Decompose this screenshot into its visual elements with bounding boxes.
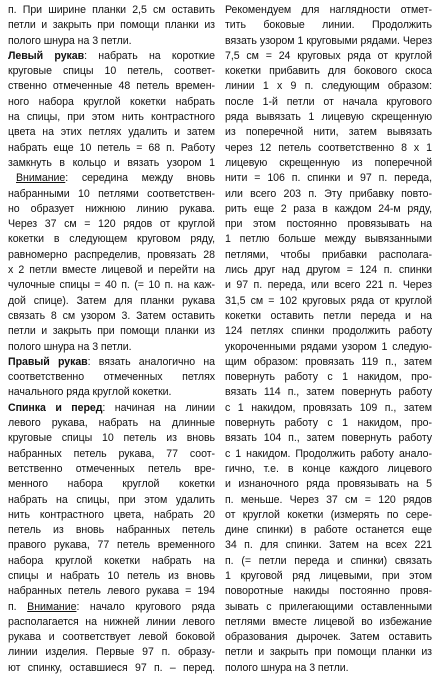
text-line: х 2 петли вместе лицевой и перейти на [8,264,215,277]
text-line: вязать 104 п., затем повернуть работу [225,432,432,445]
text-line [8,355,215,370]
text-line: 124 петлях спинки продолжить работу [225,325,432,338]
text-line: но образует нижнюю линию рукава. [8,202,215,215]
text-line: замкнуть в кольцо и вязать узором 1 [8,156,215,169]
text-line: равномерно распределив, провязать 28 [8,248,215,261]
text-line: набранными 10 петлями соответствен- [8,187,215,200]
text-line: круговые спицы 10 петель из вновь [8,432,215,445]
text-line: Через 37 см = 120 рядов от круглой [8,218,215,231]
text-line: дине спинки) в работе останется еще [225,524,432,537]
text-line: набрать на спицы, при этом удалить [8,493,215,506]
text-line: кокетки прибавить для бокового скоса [225,65,432,78]
text-line: набранных петель рукава, 77 соот- [8,447,215,460]
text-line: укороченными рядами узором 1 следую- [225,340,432,353]
text-line: п. (= петли переда и спинки) связать [225,554,432,567]
text-line: на спицы, при этом нить контрастного [8,111,215,124]
text-line: ветственно отмеченных петель вре- [8,462,215,475]
text-line: менного набора круглой кокетки [8,478,215,491]
text-line: ного набора круглой кокетки набрать [8,95,215,108]
text-line: петлями, чтобы прибавки располага- [225,248,432,261]
text-line: ют спинку, оставшиеся 97 п. – перед. [8,661,215,674]
text-line: повернуть работу с 1 накидом, про- [225,417,432,430]
text-line: нить контрастного цвета, набрать 20 [8,508,215,521]
text-line: вязать 114 п., затем повернуть работу [225,386,432,399]
text-line: и 97 п. переда, или всего 221 п. Через [225,279,432,292]
text-line: кокетки в следующем круговом ряду, [8,233,215,246]
text-line: и изнаночного ряда провязывать на 5 [225,478,432,491]
text-line [8,49,215,64]
text-line: ственно отмеченные 48 петель времен- [8,80,215,93]
text-line: начального ряда круглой кокетки. [8,386,172,399]
text-line: 1 петлю больше между вывязанными [225,233,432,246]
text-line: кокетки оставить петли переда и на [225,309,432,322]
text-line: после 1-й петли от начала кругового [225,95,432,108]
section-heading: Левый рукав [8,49,85,62]
text-line [8,600,215,615]
text-line: из поперечной нити, затем вывязать [225,126,432,139]
text-line: с 1 накидом, провязать 109 п., затем [225,401,432,414]
text-line: рукава и соответствует левой боковой [8,631,215,644]
text-line: 7,5 см = 24 круговых ряда от круглой [225,49,432,62]
text-line: поворотные накиды постоянно провя- [225,585,432,598]
text-line: лицевую скрещенную из поперечной [225,156,432,169]
text-line: повернуть работу с 1 накидом, про- [225,371,432,384]
text-line: через 12 петель соответственно 8 х 1 [225,141,432,154]
text-line: петли и закрыть при помощи планки из [8,325,215,338]
text-line: 31,5 см = 102 круговых ряда от круглой [225,294,432,307]
text-line: от круглой кокетки (измерять по сере- [225,508,432,521]
text-line: круговые спицы 10 петель, соответ- [8,65,215,78]
text-line: при этом постоянно провязывать на [225,218,432,231]
text-line: связать 8 см узором 3. Затем оставить [8,309,215,322]
line-text: : середина между вновь [65,172,215,185]
text-line: вязать узором 1 круговыми рядами. Через [225,34,432,47]
text-line: правого рукава, 77 петель временного [8,539,215,552]
section-heading: Спинка и перед [8,401,103,414]
text-line: располагается на нижней линии левого [8,615,215,628]
text-line: 1 круговой ряд лицевыми, при этом [225,569,432,582]
text-line: 34 п. для спинки. Затем на всех 221 [225,539,432,552]
text-line: п. меньше. Через 37 см = 120 рядов [225,493,432,506]
text-line: рить еще 2 раза в каждом 24-м ряду, [225,202,432,215]
text-line: тить боковые линии. Продолжить [225,19,432,32]
attention-label: Внимание [16,172,66,185]
text-line: линии 1 х 9 п. следующим образом: [225,80,432,93]
line-text: : начиная на линии [102,401,215,414]
text-line: набора круглой кокетки набрать на [8,554,215,567]
text-line: с 1 накидом. Продолжить работу анало- [225,447,432,460]
text-line: линии изделия. Первые 97 п. образу- [8,646,215,659]
line-text: : вязать аналогично на [87,355,215,368]
text-line: чулочные спицы = 40 п. (= 10 п. на каж- [8,279,215,292]
text-line: п. При ширине планки 2,5 см оставить [8,4,215,16]
text-line: петли и закрыть при помощи планки из [225,646,432,659]
text-line [8,401,215,416]
text-line: или всего 203 п. Эту прибавку повто- [225,187,432,200]
line-text: : набрать на короткие [84,49,215,62]
text-line: соответственно отмеченных петлях [8,371,215,384]
text-line [8,171,215,186]
text-line: лись друг над другом = 124 п. спинки [225,264,432,277]
text-line: ряда вывязать 1 лицевую скрещенную [225,111,432,124]
line-text: п. [8,600,28,613]
text-line: петель из вновь набранных петель [8,524,215,537]
text-line: спицы и набрать 10 петель из вновь [8,569,215,582]
text-line: зывать с прилегающими оставленными [225,600,432,613]
text-line: набранных петель левого рукава = 194 [8,585,215,598]
text-line: полого шнура на 3 петли. [8,340,132,353]
text-line: петли и закрыть при помощи планки из [8,19,215,32]
text-line: щим образом: провязать 119 п., затем [225,355,432,368]
text-line: цвета на этих петлях удалить и затем [8,126,215,139]
text-line: образования дырочек. Затем оставить [225,631,432,644]
text-line: гично, т.е. в конце каждого лицевого [225,462,432,475]
text-line: полого шнура на 3 петли. [8,34,132,47]
text-line: нити = 106 п. спинки и 97 п. переда, [225,172,432,185]
attention-label: Внимание [27,600,77,613]
text-column-right [225,3,432,700]
text-line: дой спице). Затем для планки рукава [8,294,215,307]
text-line: левого рукава, набрать на длинные [8,417,215,430]
text-line: петлями вместе лицевой во избежание [225,615,432,628]
text-line: набрать еще 10 петель = 68 п. Работу [8,141,215,154]
text-line: Рекомендуем для наглядности отмет- [225,4,432,16]
text-line: полого шнура на 3 петли. [225,661,349,674]
section-heading: Правый рукав [8,355,88,368]
text-column-left [8,3,215,700]
line-text: : начало кругового ряда [76,600,215,613]
